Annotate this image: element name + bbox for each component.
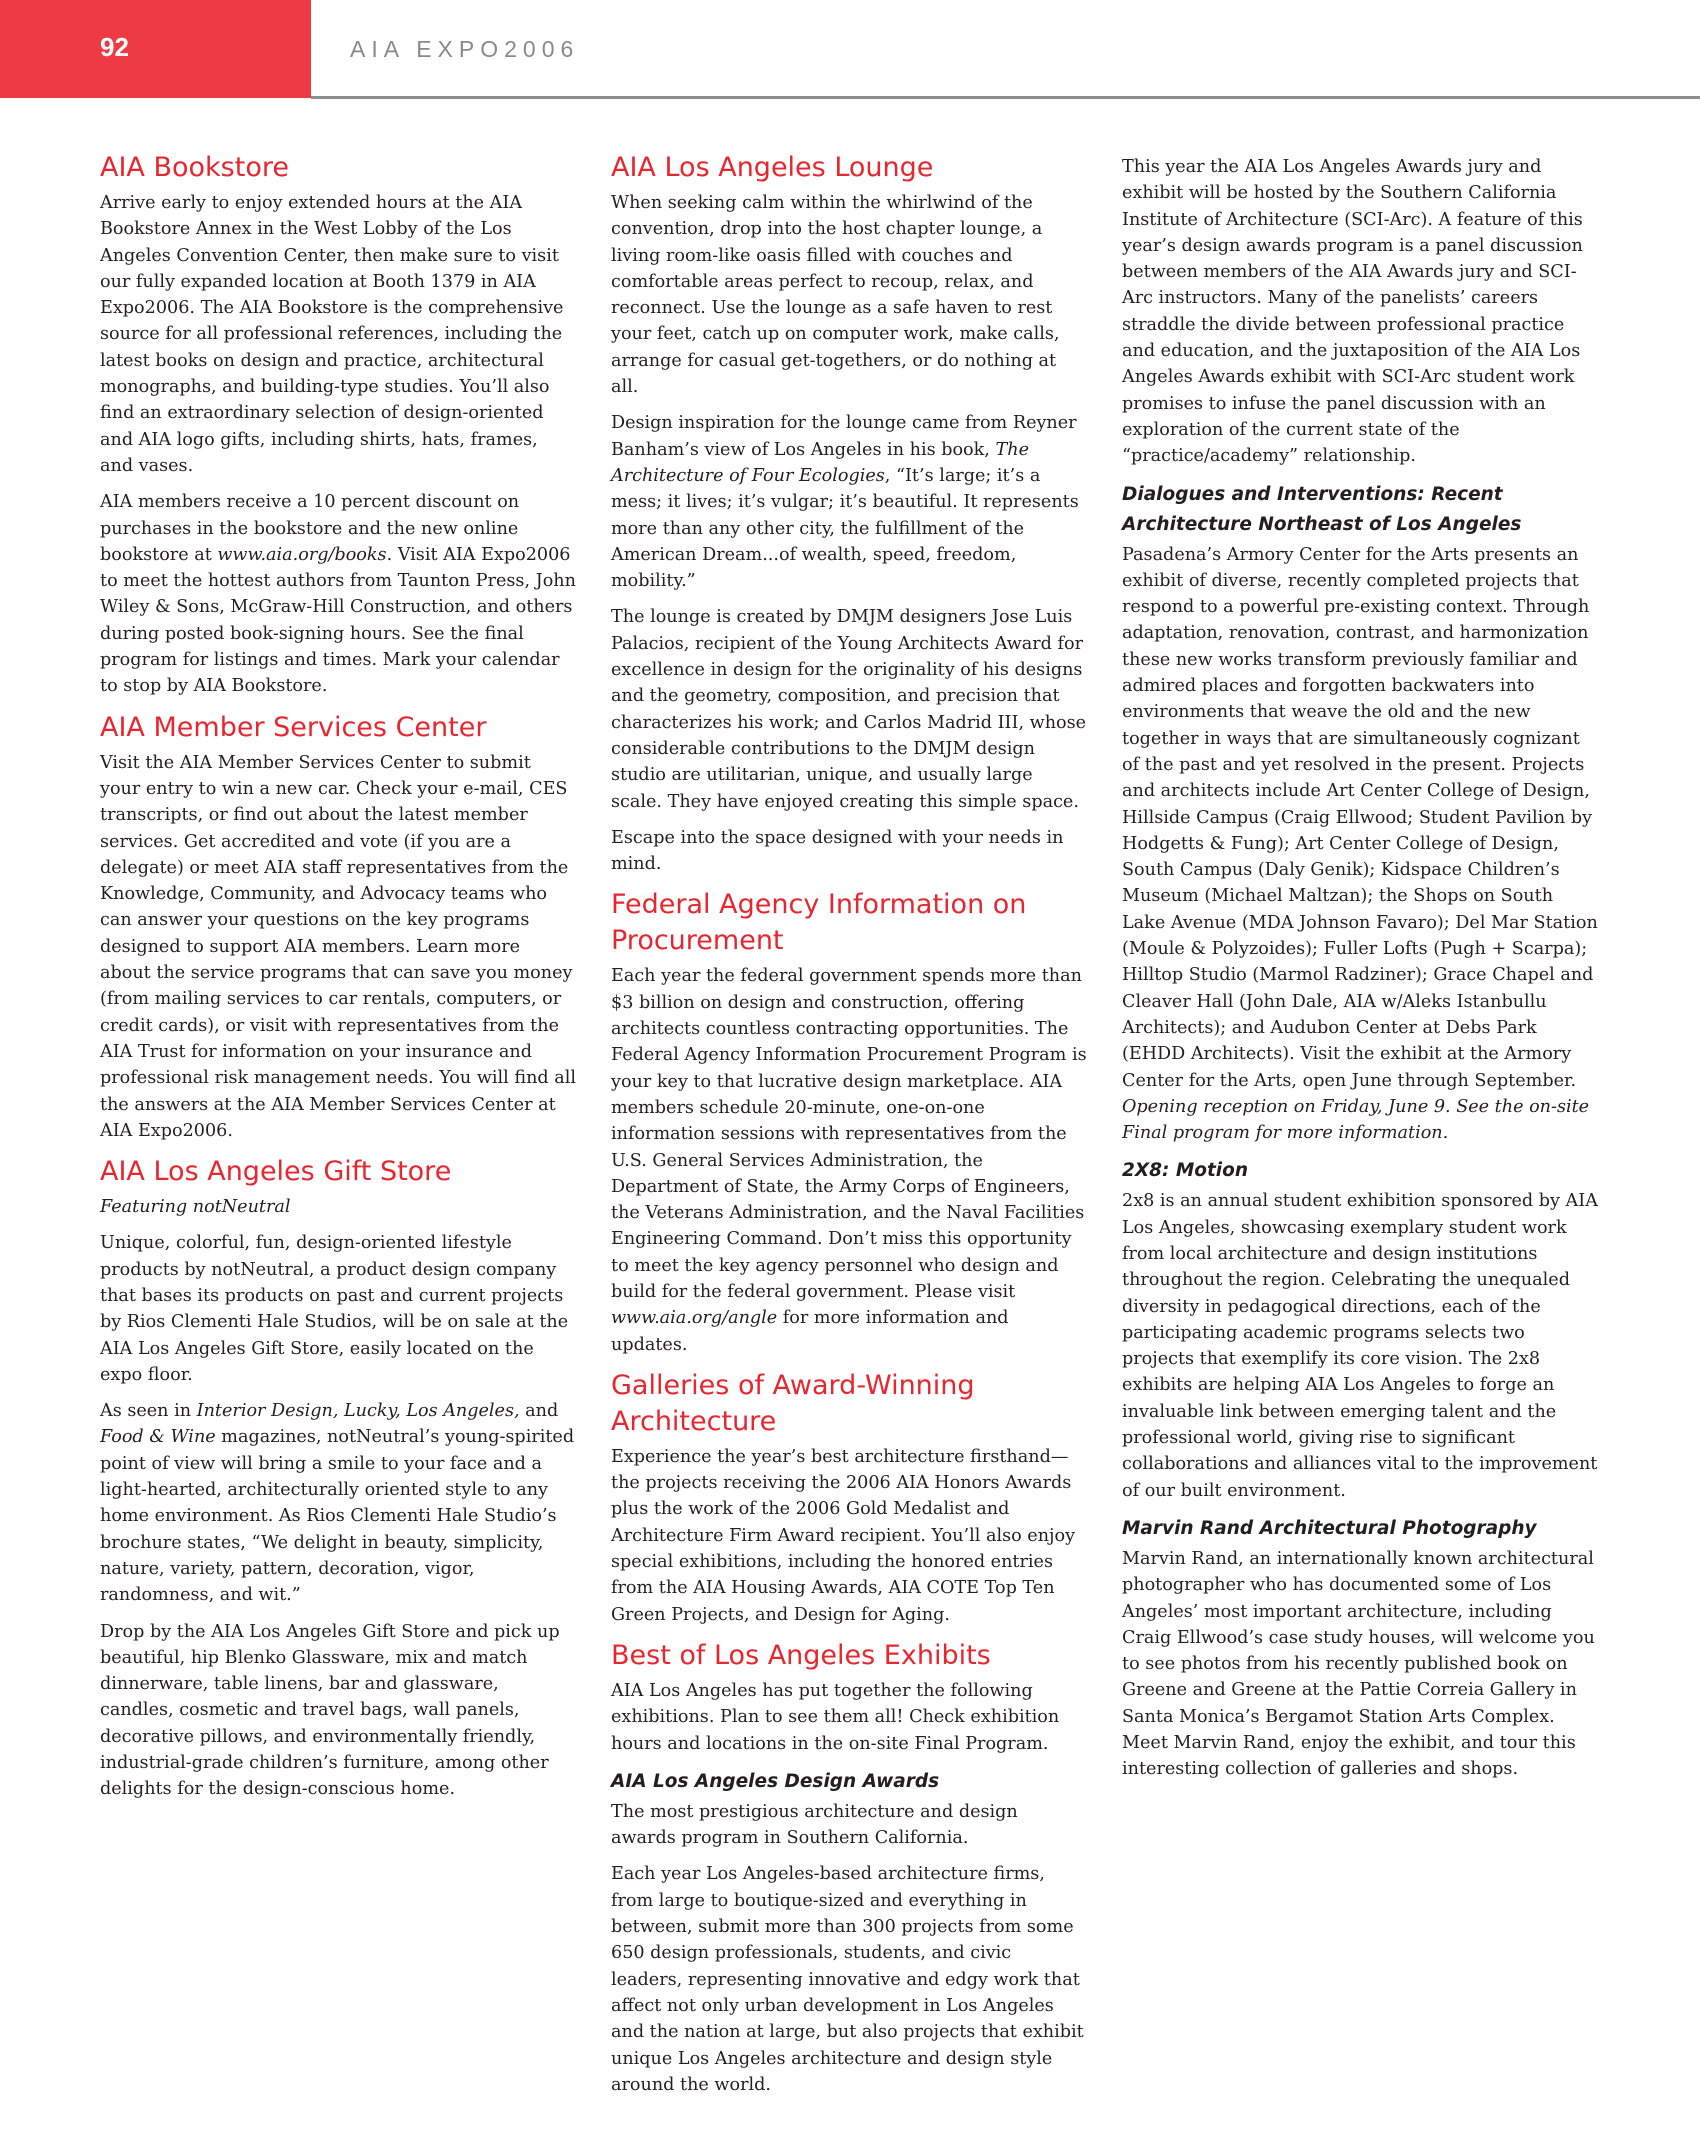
paragraph: The lounge is created by DMJM designers Jose Luis Palacios, recipient of the Young Architects Award for excellence in design for the originality of his designs and the geometry, composition, and precision that characterizes his work; and Carlos Madrid III, whose considerable contributions to the DMJM design studio are utilitarian, unique, and usually large scale. They have enjoyed creating this simple space. xyxy=(611,607,1087,812)
paragraph: AIA Los Angeles has put together the following exhibitions. Plan to see them all! Check exhibition hours and locations in the on-site Final Program. xyxy=(611,1680,1060,1754)
section-title-best-of-la: Best of Los Angeles Exhibits xyxy=(611,1639,991,1671)
text-run: Design inspiration for the lounge came from Reyner Banham’s view of Los Angeles in his book, xyxy=(611,413,1077,460)
page-number-box xyxy=(0,0,311,98)
link-text: www.aia.org/books xyxy=(217,544,387,565)
text-run: magazines, notNeutral’s young-spirited point of view will bring a smile to your face and a light-hearted, architecturally oriented style to any home environment. As Rios Clementi Hale Studio’s brochure states, “We delight in beauty, simplicity, nature, variety, pattern, decoration, vigor, randomness, and wit.” xyxy=(100,1427,575,1606)
text-run: . Visit AIA Expo2006 to meet the hottest authors from Taunton Press, John Wiley & Sons, McGraw-Hill Construction, and others during posted book-signing hours. See the final program for listings and times. Mark your calendar to stop by AIA Bookstore. xyxy=(100,544,576,697)
text-run: Pasadena’s Armory Center for the Arts presents an exhibit of diverse, recently completed projects that respond to a powerful pre-existing context. Through adaptation, renovation, contrast, and harmonization these new works transform previously familiar and admired places and forgotten backwaters into environments that weave the old and the new together in ways that are simultaneously cognizant of the past and yet resolved in the present. Projects and architects include Art Center College of Design, Hillside Campus (Craig Ellwood; Student Pavilion by Hodgetts & Fung); Art Center College of Design, South Campus (Daly Genik); Kidspace Children’s Museum (Michael Maltzan); the Shops on South Lake Avenue (MDA Johnson Favaro); Del Mar Station (Moule & Polyzoides); Fuller Lofts (Pugh + Scarpa); Hilltop Studio (Marmol Radziner); Grace Chapel and Cleaver Hall (John Dale, AIA w/Aleks Istanbullu Architects); and Audubon Center at Debs Park (EHDD Architects). Visit the exhibit at the Armory Center for the Arts, open June through September. xyxy=(1122,544,1598,1091)
paragraph xyxy=(1122,542,1598,1147)
page-header xyxy=(0,0,1700,98)
italic-text: Food & Wine xyxy=(100,1427,216,1448)
section-title-federal: Federal Agency Information on Procurement xyxy=(611,889,1027,957)
paragraph: Visit the AIA Member Services Center to submit your entry to win a new car. Check your e-mail, CES transcripts, or find out about the latest member services. Get accredited and vote (if you are a delegate) or meet AIA staff representatives from the Knowledge, Community, and Advocacy teams who can answer your questions on the key programs designed to support AIA members. Learn more about the service programs that can save you money (from mailing services to car rentals, computers, or credit cards), or visit with representatives from the AIA Trust for information on your insurance and professional risk management needs. You will find all the answers at the AIA Member Services Center at AIA Expo2006. xyxy=(100,752,577,1141)
section-title-member-services: AIA Member Services Center xyxy=(100,711,487,743)
section-title-bookstore: AIA Bookstore xyxy=(100,152,289,183)
text-run: AIA members receive a 10 percent discount on purchases in the bookstore and the new online bookstore at xyxy=(100,492,520,565)
paragraph: Arrive early to enjoy extended hours at the AIA Bookstore Annex in the West Lobby of the Los Angeles Convention Center, then make sure to visit our fully expanded location at Booth 1379 in AIA Expo2006. The AIA Bookstore is the comprehensive source for all professional references, including the latest books on design and practice, architectural monographs, and building-type studies. You’ll also find an extraordinary selection of design-oriented and AIA logo gifts, including shirts, hats, frames, and vases. xyxy=(100,193,564,476)
subsection-title-rand: Marvin Rand Architectural Photography xyxy=(1122,1517,1537,1539)
section-title-gift-store: AIA Los Angeles Gift Store xyxy=(100,1156,452,1188)
text-run: As seen in xyxy=(100,1401,197,1422)
paragraph xyxy=(100,1398,576,1608)
paragraph: Experience the year’s best architecture firsthand—the projects receiving the 2006 AIA Honors Awards plus the work of the 2006 Gold Medalist and Architecture Firm Award recipient. You’ll also enjoy special exhibitions, including the honored entries from the AIA Housing Awards, AIA COTE Top Ten Green Projects, and Design for Aging. xyxy=(611,1446,1076,1625)
subsection-title-design-awards: AIA Los Angeles Design Awards xyxy=(611,1770,940,1792)
paragraph: The most prestigious architecture and design awards program in Southern California. xyxy=(611,1801,1018,1849)
paragraph: Unique, colorful, fun, design-oriented lifestyle products by notNeutral, a product design company that bases its products on past and current projects by Rios Clementi Hale Studios, will be on sale at the AIA Los Angeles Gift Store, easily located on the expo floor. xyxy=(100,1233,569,1385)
section-title-lounge: AIA Los Angeles Lounge xyxy=(611,152,934,183)
paragraph: When seeking calm within the whirlwind of the convention, drop into the host chapter lounge, a living room-like oasis filled with couches and comfortable areas perfect to recoup, relax, and reconnect. Use the lounge as a safe haven to rest your feet, catch up on computer work, make calls, arrange for casual get-togethers, or do nothing at all. xyxy=(611,193,1060,398)
paragraph: Marvin Rand, an internationally known architectural photographer who has documented some of Los Angeles’ most important architecture, including Craig Ellwood’s case study houses, will welcome you to see photos from his recently published book on Greene and Greene at the Pattie Correia Gallery in Santa Monica’s Bergamot Station Arts Complex. Meet Marvin Rand, enjoy the exhibit, and tour this interesting collection of galleries and shops. xyxy=(1122,1548,1595,1780)
text-run: and xyxy=(519,1401,559,1422)
link-text: www.aia.org/angle xyxy=(611,1308,778,1329)
running-head: AIA EXPO2006 xyxy=(350,36,580,62)
italic-text: The Architecture of Four Ecologies xyxy=(611,439,1029,486)
subsection-title-motion: 2X8: Motion xyxy=(1122,1160,1249,1182)
column-3 xyxy=(1122,150,1598,1793)
paragraph: This year the AIA Los Angeles Awards jury and exhibit will be hosted by the Southern California Institute of Architecture (SCI-Arc). A feature of this year’s design awards program is a panel discussion between members of the AIA Awards jury and SCI-Arc instructors. Many of the panelists’ careers straddle the divide between professional practice and education, and the juxtaposition of the AIA Los Angeles Awards exhibit with SCI-Arc student work promises to infuse the panel discussion with an exploration of the current state of the “practice/academy” relationship. xyxy=(1122,157,1583,467)
paragraph xyxy=(100,489,576,699)
column-2 xyxy=(611,150,1087,2108)
paragraph: 2x8 is an annual student exhibition sponsored by AIA Los Angeles, showcasing exemplary student work from local architecture and design institutions throughout the region. Celebrating the unequaled diversity in pedagogical directions, each of the participating academic programs selects two projects that exemplify its core vision. The 2x8 exhibits are helping AIA Los Angeles to forge an invaluable link between emerging talent and the professional world, giving rise to significant collaborations and alliances vital to the improvement of our built environment. xyxy=(1122,1191,1598,1501)
paragraph xyxy=(611,963,1087,1357)
section-kicker: Featuring notNeutral xyxy=(100,1197,291,1218)
text-run: for more information and updates. xyxy=(611,1308,1009,1355)
column-1 xyxy=(100,150,576,1813)
text-run: , “It’s large; it’s a mess; it lives; it’s vulgar; it’s beautiful. It represents more than any other city, the fulfillment of the American Dream...of wealth, speed, freedom, mobility.” xyxy=(611,465,1079,592)
subsection-title-dialogues: Dialogues and Interventions: Recent Architecture Northeast of Los Angeles xyxy=(1122,483,1522,535)
section-title-galleries: Galleries of Award-Winning Architecture xyxy=(611,1369,975,1437)
paragraph: Escape into the space designed with your needs in mind. xyxy=(611,827,1064,875)
paragraph: Each year Los Angeles-based architecture firms, from large to boutique-sized and everything in between, submit more than 300 projects from some 650 design professionals, students, and civic leaders, representing innovative and edgy work that affect not only urban development in Los Angeles and the nation at large, but also projects that exhibit unique Los Angeles architecture and design style around the world. xyxy=(611,1864,1084,2095)
text-run: Each year the federal government spends more than $3 billion on design and construction, offering architects countless contracting opportunities. The Federal Agency Information Procurement Program is your key to that lucrative design marketplace. AIA members schedule 20-minute, one-on-one information sessions with representatives from the U.S. General Services Administration, the Department of State, the Army Corps of Engineers, the Veterans Administration, and the Naval Facilities Engineering Command. Don’t miss this opportunity to meet the key agency personnel who design and build for the federal government. Please visit xyxy=(611,966,1087,1302)
italic-text: Interior Design, Lucky, Los Angeles, xyxy=(196,1401,520,1422)
paragraph xyxy=(611,410,1087,594)
page-number: 92 xyxy=(100,32,129,62)
italic-text: Opening reception on Friday, June 9. See the on-site Final program for more information. xyxy=(1122,1096,1590,1144)
header-rule xyxy=(311,96,1700,99)
paragraph: Drop by the AIA Los Angeles Gift Store and pick up beautiful, hip Blenko Glassware, mix and match dinnerware, table linens, bar and glassware, candles, cosmetic and travel bags, wall panels, decorative pillows, and environmentally friendly, industrial-grade children’s furniture, among other delights for the design-conscious home. xyxy=(100,1621,560,1800)
